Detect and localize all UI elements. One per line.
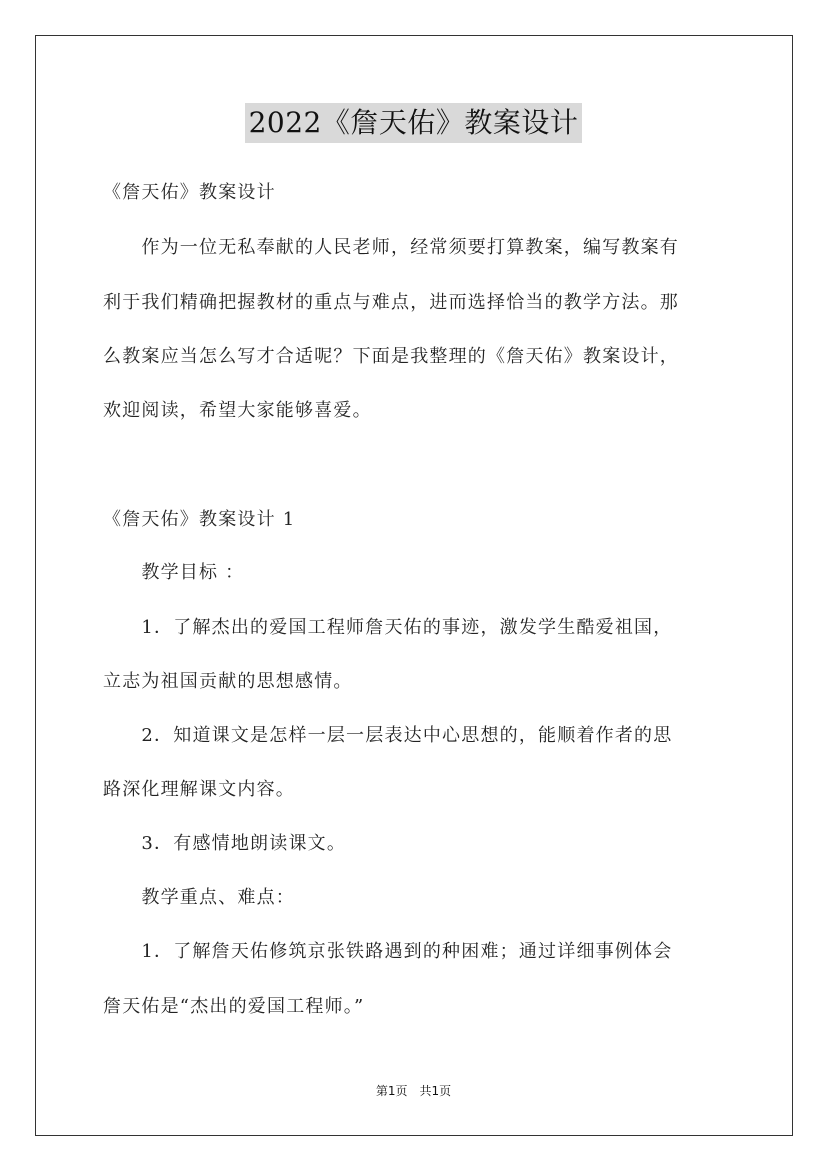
text-line: 作为一位无私奉献的人民老师，经常须要打算教案，编写教案有: [103, 237, 679, 258]
text-line: 路深化理解课文内容。: [103, 779, 295, 800]
text-line: 欢迎阅读，希望大家能够喜爱。: [103, 400, 372, 421]
text-line: 教学目标 ：: [103, 562, 245, 583]
text-line: 詹天佑是“杰出的爱国工程师。”: [103, 996, 365, 1017]
text-line: 1．了解杰出的爱国工程师詹天佑的事迹，激发学生酷爱祖国，: [103, 617, 673, 638]
text-line: 《詹天佑》教案设计: [103, 182, 276, 203]
text-line: 教学重点、难点：: [103, 887, 295, 908]
title-wrap: [0, 103, 827, 143]
text-line: 1．了解詹天佑修筑京张铁路遇到的种困难；通过详细事例体会: [103, 941, 673, 962]
text-line: 3．有感情地朗读课文。: [103, 833, 347, 854]
document-title: 2022《詹天佑》教案设计: [245, 103, 583, 143]
text-line: 么教案应当怎么写才合适呢？下面是我整理的《詹天佑》教案设计，: [103, 346, 679, 367]
text-line: 《詹天佑》教案设计 1: [103, 509, 296, 530]
page-footer: 第1页 共1页: [375, 1084, 452, 1098]
text-line: 立志为祖国贡献的思想感情。: [103, 671, 353, 692]
text-line: 2．知道课文是怎样一层一层表达中心思想的，能顺着作者的思: [103, 725, 673, 746]
text-line: 利于我们精确把握教材的重点与难点，进而选择恰当的教学方法。那: [103, 292, 679, 313]
